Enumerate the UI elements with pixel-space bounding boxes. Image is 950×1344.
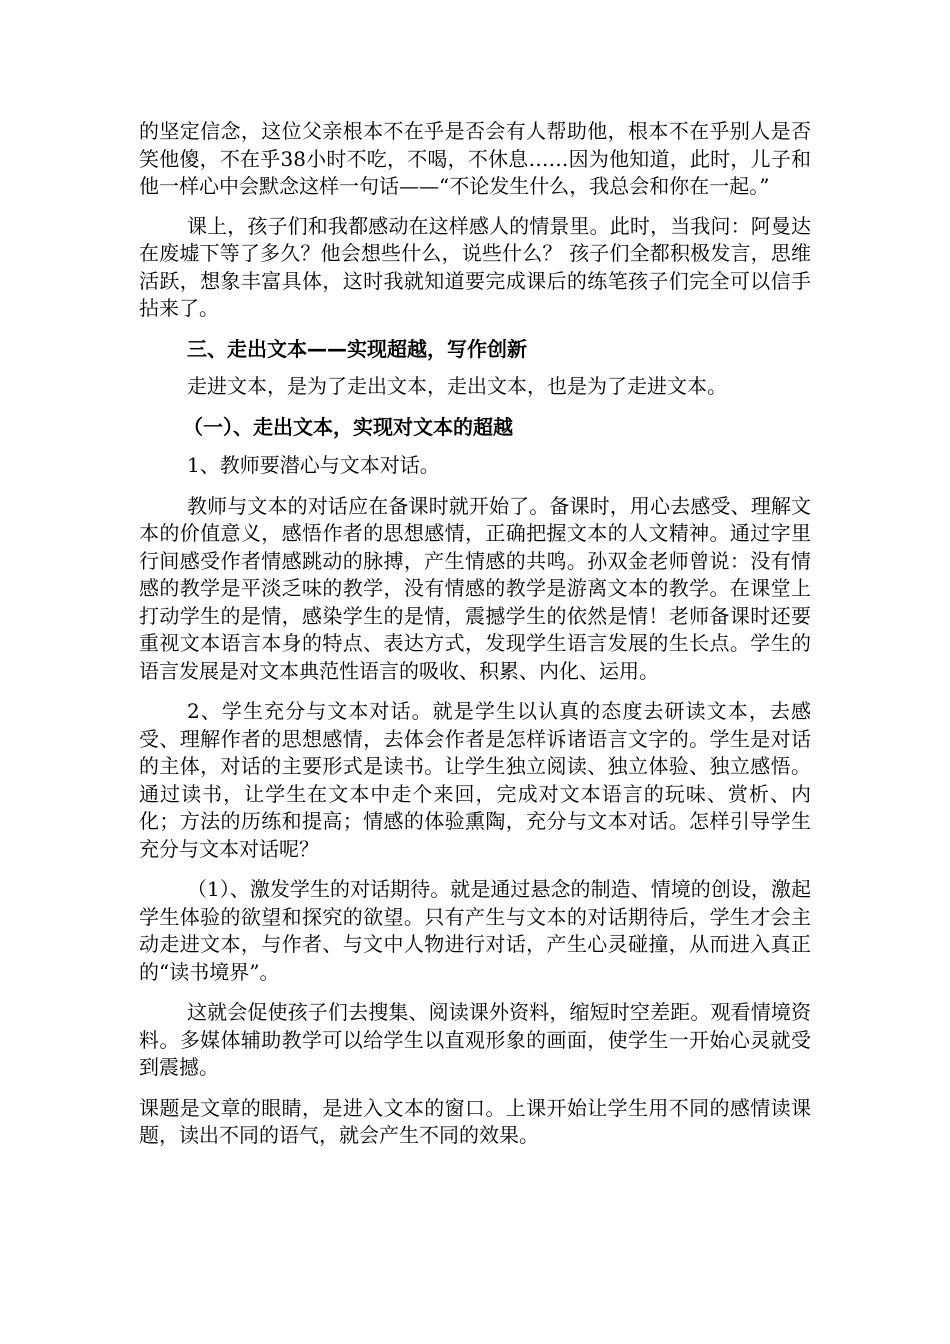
paragraph: 2、学生充分与文本对话。就是学生以认真的态度去研读文本，去感受、理解作者的思想感情，去体会作者是怎样诉诸语言文字的。学生是对话的主体，对话的主要形式是读书。让学生独立阅读、独立体验、独立感悟。通过读书，让学生在文本中走个来回，完成对文本语言的玩味、赏析、内化；方法的历练和提高；情感的体验熏陶，充分与文本对话。怎样引导学生充分与文本对话呢？ xyxy=(139,699,811,861)
paragraph: 的坚定信念，这位父亲根本不在乎是否会有人帮助他，根本不在乎别人是否笑他傻，不在乎38小时不吃，不喝，不休息……因为他知道，此时，儿子和他一样心中会默念这样一句话——“不论发生什么，我总会和你在一起。” xyxy=(139,119,811,198)
paragraph: 这就会促使孩子们去搜集、阅读课外资料，缩短时空差距。观看情境资料。多媒体辅助教学可以给学生以直观形象的画面，使学生一开始心灵就受到震撼。 xyxy=(139,1000,811,1079)
section-heading: 三、走出文本——实现超越，写作创新 xyxy=(187,336,527,361)
paragraph: （1）、激发学生的对话期待。就是通过悬念的制造、情境的创设，激起学生体验的欲望和探究的欲望。只有产生与文本的对话期待后，学生才会主动走进文本，与作者、与文中人物进行对话，产生心灵碰撞，从而进入真正的“读书境界”。 xyxy=(139,877,811,984)
document-page xyxy=(139,118,811,1150)
paragraph: 1、教师要潜心与文本对话。 xyxy=(187,453,440,477)
paragraph: 教师与文本的对话应在备课时就开始了。备课时，用心去感受、理解文本的价值意义，感悟作者的思想感情，正确把握文本的人文精神。通过字里行间感受作者情感跳动的脉搏，产生情感的共鸣。孙双金老师曾说：没有情感的教学是平淡乏味的教学，没有情感的教学是游离文本的教学。在课堂上打动学生的是情，感染学生的是情，震撼学生的依然是情！老师备课时还要重视文本语言本身的特点、表达方式，发现学生语言发展的生长点。学生的语言发展是对文本典范性语言的吸收、积累、内化、运用。 xyxy=(139,493,811,683)
paragraph: 走进文本，是为了走出文本，走出文本，也是为了走进文本。 xyxy=(187,373,727,398)
paragraph: 课上，孩子们和我都感动在这样感人的情景里。此时，当我问：阿曼达在废墟下等了多久？他会想些什么，说些什么？ 孩子们全都积极发言，思维活跃，想象丰富具体，这时我就知道要完成课后的练笔孩子们完全可以信手拈来了。 xyxy=(139,213,811,320)
paragraph: 课题是文章的眼睛，是进入文本的窗口。上课开始让学生用不同的感情读课题，读出不同的语气，就会产生不同的效果。 xyxy=(139,1095,811,1147)
subsection-heading: （一）、走出文本，实现对文本的超越 xyxy=(183,415,513,439)
